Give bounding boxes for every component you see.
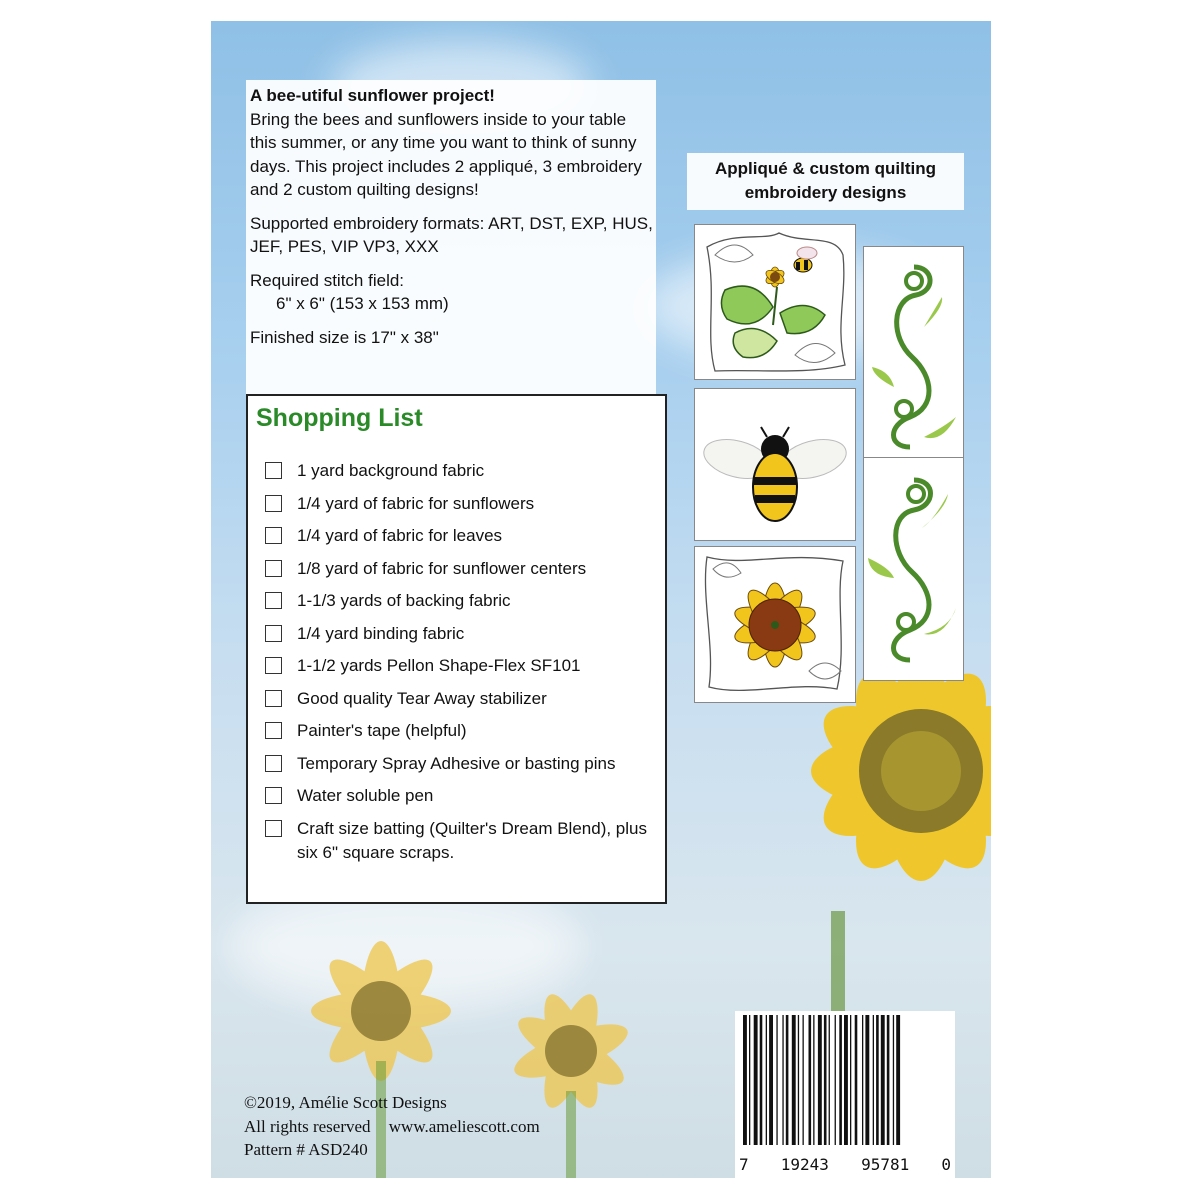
- vine-illustration-1: [864, 247, 962, 468]
- barcode-bar: [896, 1015, 900, 1145]
- barcode-bar: [786, 1015, 789, 1145]
- barcode-digit-group: 19243: [780, 1155, 829, 1174]
- shopping-list-item-label: 1-1/3 yards of backing fabric: [297, 591, 511, 610]
- website-link[interactable]: www.ameliescott.com: [388, 1116, 540, 1136]
- vine-design-1-tile: [863, 246, 964, 470]
- footer: [244, 1091, 540, 1162]
- barcode: [735, 1011, 955, 1178]
- checkbox[interactable]: [265, 820, 282, 837]
- shopping-list-item: [265, 719, 665, 743]
- vine-design-2-tile: [863, 457, 964, 681]
- copyright: ©2019, Amélie Scott Designs: [244, 1093, 447, 1112]
- shopping-list-item: [265, 817, 665, 865]
- barcode-bar: [850, 1015, 851, 1145]
- barcode-bar: [782, 1015, 783, 1145]
- project-description: Bring the bees and sunflowers inside to your table this summer, or any time you want to think of sunny days. This project includes 2 appliqué, 3 embroidery and 2 custom quilting designs!: [250, 109, 642, 199]
- barcode-bar: [824, 1015, 827, 1145]
- shopping-list-title: Shopping List: [256, 404, 423, 432]
- checkbox[interactable]: [265, 755, 282, 772]
- barcode-digit-group: 95781: [861, 1155, 910, 1174]
- shopping-list: [265, 459, 665, 873]
- bee-design-tile: [694, 388, 856, 541]
- barcode-bar: [792, 1015, 796, 1145]
- checkbox[interactable]: [265, 560, 282, 577]
- shopping-list-item: [265, 784, 665, 808]
- barcode-bar: [766, 1015, 767, 1145]
- barcode-bar: [769, 1015, 773, 1145]
- barcode-bar: [798, 1015, 799, 1145]
- project-headline: A bee-utiful sunflower project!: [250, 86, 495, 105]
- shopping-list-item: [265, 687, 665, 711]
- pattern-back-cover: [211, 21, 991, 1178]
- checkbox[interactable]: [265, 625, 282, 642]
- shopping-list-item-label: 1/4 yard of fabric for leaves: [297, 526, 503, 545]
- shopping-list-item-label: Craft size batting (Quilter's Dream Blend), plus six 6" square scraps.: [297, 818, 647, 862]
- checkbox[interactable]: [265, 690, 282, 707]
- vine-illustration-2: [864, 458, 962, 679]
- barcode-bar: [876, 1015, 879, 1145]
- sunflower-illustration: [695, 547, 854, 701]
- rights-reserved: All rights reserved: [244, 1116, 371, 1136]
- bee-illustration: [695, 389, 854, 539]
- barcode-bar: [754, 1015, 758, 1145]
- barcode-bar: [809, 1015, 812, 1145]
- shopping-list-item-label: 1/4 yard of fabric for sunflowers: [297, 493, 535, 513]
- shopping-list-item-label: 1-1/2 yards Pellon Shape-Flex SF101: [297, 656, 581, 675]
- shopping-list-item: [265, 492, 665, 516]
- finished-size: Finished size is 17" x 38": [250, 327, 439, 347]
- stitch-field-value: 6" x 6" (153 x 153 mm): [276, 294, 449, 313]
- checkbox[interactable]: [265, 657, 282, 674]
- checkbox[interactable]: [265, 495, 282, 512]
- shopping-list-item-label: Water soluble pen: [297, 786, 434, 805]
- barcode-digit-group: 0: [941, 1155, 951, 1174]
- barcode-bar: [760, 1015, 763, 1145]
- checkbox[interactable]: [265, 462, 282, 479]
- barcode-bar: [844, 1015, 848, 1145]
- shopping-list-item: [265, 589, 665, 613]
- barcode-bar: [855, 1015, 858, 1145]
- shopping-list-item-label: Good quality Tear Away stabilizer: [297, 688, 547, 708]
- shopping-list-item-label: Painter's tape (helpful): [297, 721, 467, 740]
- barcode-bars: [735, 1011, 955, 1151]
- barcode-bar: [813, 1015, 814, 1145]
- checkbox[interactable]: [265, 527, 282, 544]
- sunflower-leaves-bee-design-tile: [694, 224, 856, 380]
- shopping-list-box: [246, 394, 667, 904]
- barcode-bar: [839, 1015, 842, 1145]
- checkbox[interactable]: [265, 592, 282, 609]
- barcode-bar: [803, 1015, 804, 1145]
- barcode-bar: [887, 1015, 890, 1145]
- sunflower-design-tile: [694, 546, 856, 703]
- barcode-bar: [893, 1015, 894, 1145]
- barcode-bar: [749, 1015, 750, 1145]
- supported-formats: Supported embroidery formats: ART, DST, EXP, HUS, JEF, PES, VIP VP3, XXX: [250, 213, 653, 256]
- barcode-bar: [862, 1015, 863, 1145]
- shopping-list-item: [265, 557, 665, 581]
- checkbox[interactable]: [265, 787, 282, 804]
- shopping-list-item-label: 1/4 yard binding fabric: [297, 623, 465, 643]
- rights-row: [244, 1115, 540, 1139]
- designs-title: Appliqué & custom quilting embroidery designs: [687, 153, 964, 210]
- barcode-bar: [835, 1015, 836, 1145]
- shopping-list-item: [265, 654, 665, 678]
- checkbox[interactable]: [265, 722, 282, 739]
- project-description-box: [246, 80, 656, 402]
- shopping-list-item-label: Temporary Spray Adhesive or basting pins: [297, 753, 616, 773]
- shopping-list-item: [265, 459, 665, 483]
- barcode-bar: [881, 1015, 885, 1145]
- shopping-list-item: [265, 622, 665, 646]
- sunflower-leaves-bee-illustration: [695, 225, 854, 378]
- barcode-bar: [743, 1015, 747, 1145]
- barcode-bar: [776, 1015, 777, 1145]
- shopping-list-item: [265, 524, 665, 548]
- shopping-list-item: [265, 752, 665, 776]
- barcode-digits: [739, 1155, 951, 1174]
- barcode-bar: [818, 1015, 822, 1145]
- barcode-bar: [873, 1015, 874, 1145]
- shopping-list-item-label: 1 yard background fabric: [297, 461, 485, 480]
- barcode-digit-group: 7: [739, 1155, 749, 1174]
- shopping-list-item-label: 1/8 yard of fabric for sunflower centers: [297, 558, 587, 578]
- pattern-number: Pattern # ASD240: [244, 1140, 368, 1159]
- stitch-field-label: Required stitch field:: [250, 270, 405, 290]
- barcode-bar: [865, 1015, 869, 1145]
- barcode-bar: [829, 1015, 830, 1145]
